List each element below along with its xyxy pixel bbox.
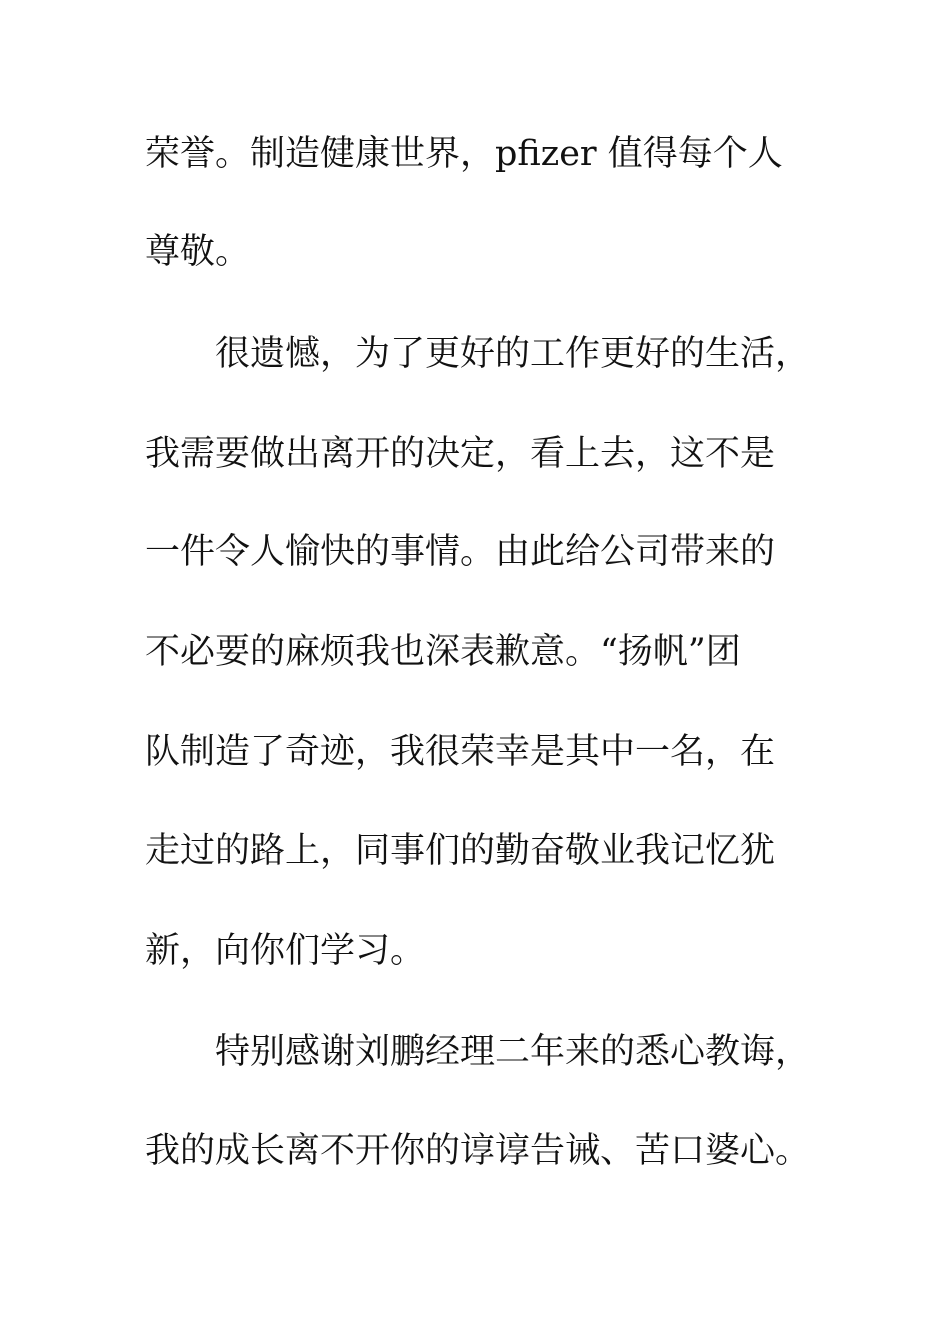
- text-line: 荣誉。制造健康世界，pfizer 值得每个人: [145, 134, 783, 174]
- text-line: 新，向你们学习。: [145, 931, 426, 971]
- paragraph-start-line: 特别感谢刘鹏经理二年来的悉心教诲，: [215, 1032, 811, 1072]
- paragraph-start-line: 很遗憾，为了更好的工作更好的生活，: [215, 334, 811, 374]
- text-line: 我的成长离不开你的谆谆告诫、苦口婆心。: [145, 1131, 811, 1171]
- text-line: 我需要做出离开的决定，看上去，这不是: [145, 434, 776, 474]
- text-line: 不必要的麻烦我也深表歉意。“扬帆”团: [145, 632, 741, 672]
- text-line: 队制造了奇迹，我很荣幸是其中一名，在: [145, 732, 776, 772]
- text-line: 走过的路上，同事们的勤奋敬业我记忆犹: [145, 831, 776, 871]
- text-line: 一件令人愉快的事情。由此给公司带来的: [145, 532, 776, 572]
- text-line: 尊敬。: [145, 232, 251, 272]
